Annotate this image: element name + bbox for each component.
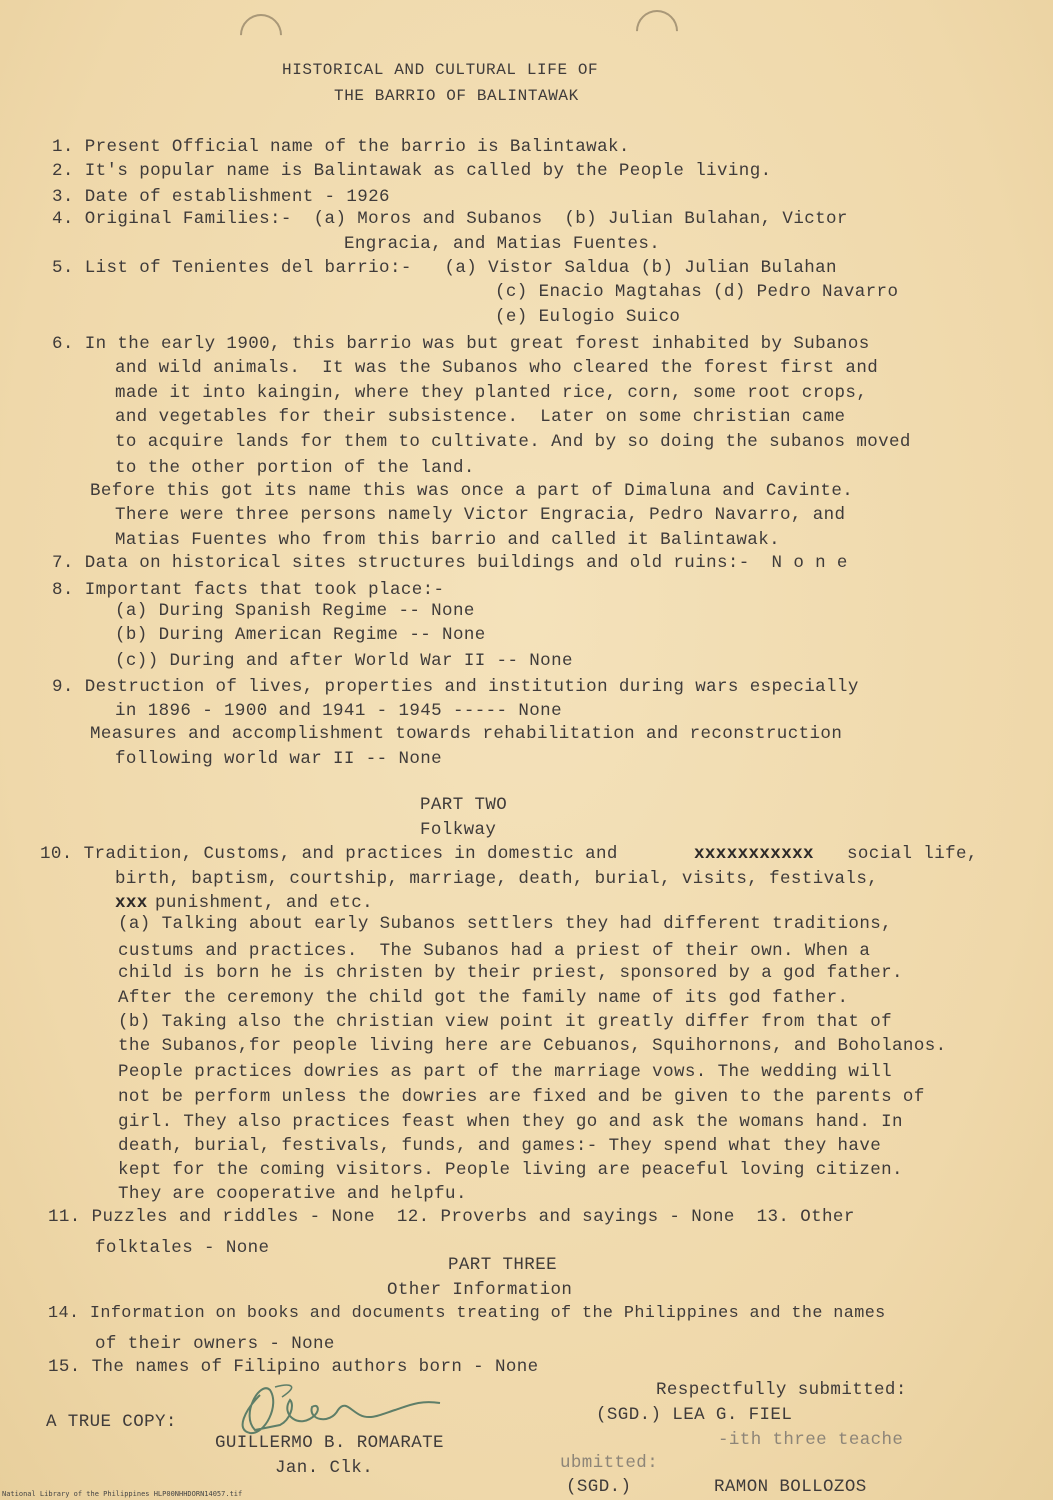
item-9-line-2: in 1896 - 1900 and 1941 - 1945 ----- None xyxy=(115,701,562,721)
respectfully-submitted: Respectfully submitted: xyxy=(656,1380,907,1400)
second-submitter-name: RAMON BOLLOZOS xyxy=(714,1477,867,1497)
item-9: 9. Destruction of lives, properties and institution during wars especially xyxy=(52,677,859,697)
title-line-1: HISTORICAL AND CULTURAL LIFE OF xyxy=(282,61,599,79)
item-10-a-line-3: child is born he is christen by their priest, sponsored by a god father. xyxy=(118,963,903,983)
item-10-b-line-3: People practices dowries as part of the marriage vows. The wedding will xyxy=(118,1062,893,1082)
item-9-para-2: Measures and accomplishment towards rehabilitation and reconstruction xyxy=(90,724,843,744)
item-8-b: (b) During American Regime -- None xyxy=(115,625,486,645)
item-6: 6. In the early 1900, this barrio was but great forest inhabited by Subanos xyxy=(52,334,870,354)
second-signed-marker: (SGD.) xyxy=(566,1477,632,1497)
item-10-b-line-5: girl. They also practices feast when they go and ask the womans hand. In xyxy=(118,1112,903,1132)
item-10-b-line-2: the Subanos,for people living here are Cebuanos, Squihornons, and Boholanos. xyxy=(118,1036,947,1056)
part-three-heading: PART THREE xyxy=(448,1255,558,1275)
items-11-13: 11. Puzzles and riddles - None 12. Proverbs and sayings - None 13. Other xyxy=(48,1207,855,1227)
item-3: 3. Date of establishment - 1926 xyxy=(52,187,390,207)
item-5-cont-1: (c) Enacio Magtahas (d) Pedro Navarro xyxy=(495,282,899,302)
struck-text-2: xxx xyxy=(115,893,148,913)
items-11-13-cont: folktales - None xyxy=(95,1238,270,1258)
item-6-para-2: Before this got its name this was once a part of Dimaluna and Cavinte. xyxy=(90,481,854,501)
item-8-c: (c)) During and after World War II -- None xyxy=(115,651,573,671)
submitter-name: (SGD.) LEA G. FIEL xyxy=(596,1405,793,1425)
part-three-subheading: Other Information xyxy=(387,1280,573,1300)
item-10-a-line-2: custums and practices. The Subanos had a priest of their own. When a xyxy=(118,941,871,961)
item-14: 14. Information on books and documents treating of the Philippines and the names xyxy=(48,1304,886,1323)
item-10-line-3: punishment, and etc. xyxy=(155,893,374,913)
item-10-b-line-7: kept for the coming visitors. People living are peaceful loving citizen. xyxy=(118,1160,903,1180)
item-4: 4. Original Families:- (a) Moros and Subanos (b) Julian Bulahan, Victor xyxy=(52,209,848,229)
item-6-line-3: made it into kaingin, where they planted rice, corn, some root crops, xyxy=(115,383,868,403)
item-6-line-2: and wild animals. It was the Subanos who cleared the forest first and xyxy=(115,358,879,378)
item-10-b-line-4: not be perform unless the dowries are fixed and be given to the parents of xyxy=(118,1087,925,1107)
item-8-a: (a) During Spanish Regime -- None xyxy=(115,601,475,621)
item-10: 10. Tradition, Customs, and practices in domestic and xyxy=(40,844,618,864)
item-5: 5. List of Tenientes del barrio:- (a) Vistor Saldua (b) Julian Bulahan xyxy=(52,258,837,278)
scan-footer: National Library of the Philippines HLP00NHHDORN14057.tif xyxy=(2,1490,243,1498)
item-10-b-line-8: They are cooperative and helpfu. xyxy=(118,1184,467,1204)
item-10-line-2: birth, baptism, courtship, marriage, death, burial, visits, festivals, xyxy=(115,869,879,889)
copy-certifier-title: Jan. Clk. xyxy=(275,1458,374,1478)
struck-text: xxxxxxxxxxx xyxy=(694,844,814,864)
item-6-line-6: to the other portion of the land. xyxy=(115,458,475,478)
item-10-b-line-6: death, burial, festivals, funds, and games:- They spend what they have xyxy=(118,1136,882,1156)
item-6-line-4: and vegetables for their subsistence. Later on some christian came xyxy=(115,407,846,427)
item-1: 1. Present Official name of the barrio is Balintawak. xyxy=(52,137,630,157)
item-2: 2. It's popular name is Balintawak as called by the People living. xyxy=(52,161,772,181)
punch-hole-right xyxy=(627,1,686,60)
item-10-a-line-4: After the ceremony the child got the family name of its god father. xyxy=(118,988,849,1008)
item-8: 8. Important facts that took place:- xyxy=(52,580,445,600)
item-6-para-2-line-2: There were three persons namely Victor Engracia, Pedro Navarro, and xyxy=(115,505,846,525)
submitter-title: -ith three teache xyxy=(718,1430,904,1450)
part-two-heading: PART TWO xyxy=(420,795,508,815)
title-line-2: THE BARRIO OF BALINTAWAK xyxy=(334,87,579,105)
copy-certifier-name: GUILLERMO B. ROMARATE xyxy=(215,1433,444,1453)
second-submitted-label: ubmitted: xyxy=(560,1453,659,1473)
item-5-cont-2: (e) Eulogio Suico xyxy=(495,307,681,327)
punch-hole-left xyxy=(231,5,290,64)
item-10-a: (a) Talking about early Subanos settlers they had different traditions, xyxy=(118,914,893,934)
item-6-line-5: to acquire lands for them to cultivate. And by so doing the subanos moved xyxy=(115,432,911,452)
true-copy-label: A TRUE COPY: xyxy=(46,1412,177,1432)
part-two-subheading: Folkway xyxy=(420,820,497,840)
item-9-para-2-line-2: following world war II -- None xyxy=(115,749,443,769)
item-10-line-1-end: social life, xyxy=(847,844,978,864)
item-15: 15. The names of Filipino authors born - None xyxy=(48,1357,539,1377)
item-14-cont: of their owners - None xyxy=(95,1334,335,1354)
item-7: 7. Data on historical sites structures buildings and old ruins:- N o n e xyxy=(52,553,848,573)
item-6-para-2-line-3: Matias Fuentes who from this barrio and called it Balintawak. xyxy=(115,530,781,550)
item-10-b: (b) Taking also the christian view point it greatly differ from that of xyxy=(118,1012,893,1032)
item-4-cont: Engracia, and Matias Fuentes. xyxy=(344,234,661,254)
